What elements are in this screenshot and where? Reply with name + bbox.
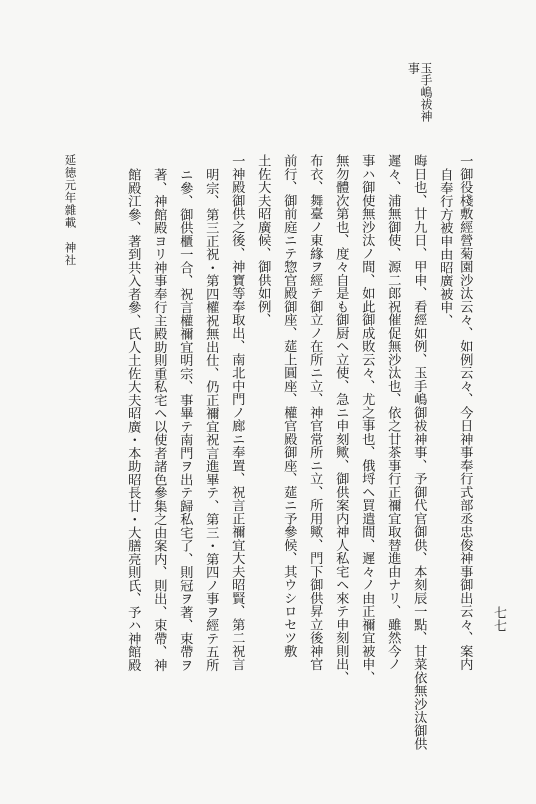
text-line: ニ參、御供櫃一合、祝言權禰宜明宗、事畢テ南門ヲ出テ歸私宅了、則冠ヲ著、束帶ヲ <box>177 168 193 672</box>
text-line: 無勿體次第也、度々自是も御厨ヘ立使、急ニ申刻歟、御供案内神人私宅ヘ來テ申刻則出、 <box>333 154 349 684</box>
text-line: 土佐大夫昭廣候、御供如例、 <box>255 154 271 327</box>
text-line: 布衣、舞臺ノ東緣ヲ經テ御立ノ在所ニ立、神官常所ニ立、所用歟、門下御供昇立後神官 <box>307 154 323 671</box>
text-line: 一神殿御供之後、神寶等奉取出、南北中門ノ廊ニ奉置、祝言正禰宜大夫昭賢、第二祝言 <box>229 154 245 671</box>
section-heading: 玉手嶋祓神事 <box>406 62 433 122</box>
text-line: 一御役棧敷經營菊園沙汰云々、如例云々、今日神事奉行式部丞忠俊神事御出云々、案内 <box>457 154 473 671</box>
text-line: 晦日也、廿九日、甲申、看經如例、玉手嶋御祓神事、予御代官御供、本刻辰一點、甘菜依無沙汰御供 <box>411 154 427 751</box>
text-line: 前行、御前庭ニテ惣官殿御座、莚上圓座、權官殿御座、莚ニ予參候、其ウシロセツ敷 <box>281 154 297 658</box>
page-number: 七七 <box>491 606 506 632</box>
running-header: 延徳元年雜載 神社 <box>63 154 78 267</box>
text-line: 事ハ御使無沙汰ノ間、如此御成敗云々、尤之事也、俄埒ヘ買遣間、遲々ノ由正禰宜被申、 <box>359 154 375 684</box>
text-line: 著、神館殿ヨリ神事奉行主殿助則重私宅ヘ以使者諸色參集之由案内、則出、束帶、神 <box>151 168 167 672</box>
text-line: 遲々、浦無御使、源二郎祝催促無沙汰也、依之廿茶事行正禰宜取替進由ナリ、雖然今ノ <box>385 154 401 671</box>
text-line: 自奉行方被申由昭廣被申、 <box>437 168 453 327</box>
text-line: 館殿江參、著到共入者參、氏人土佐大夫昭廣・本助昭長廿・大膳亮則氏、予ハ神館殿 <box>125 168 141 672</box>
text-line: 明宗、第三正祝・第四權祝無出仕、仍正禰宜祝言進畢テ、第三・第四ノ事ヲ經テ五所 <box>203 168 219 672</box>
